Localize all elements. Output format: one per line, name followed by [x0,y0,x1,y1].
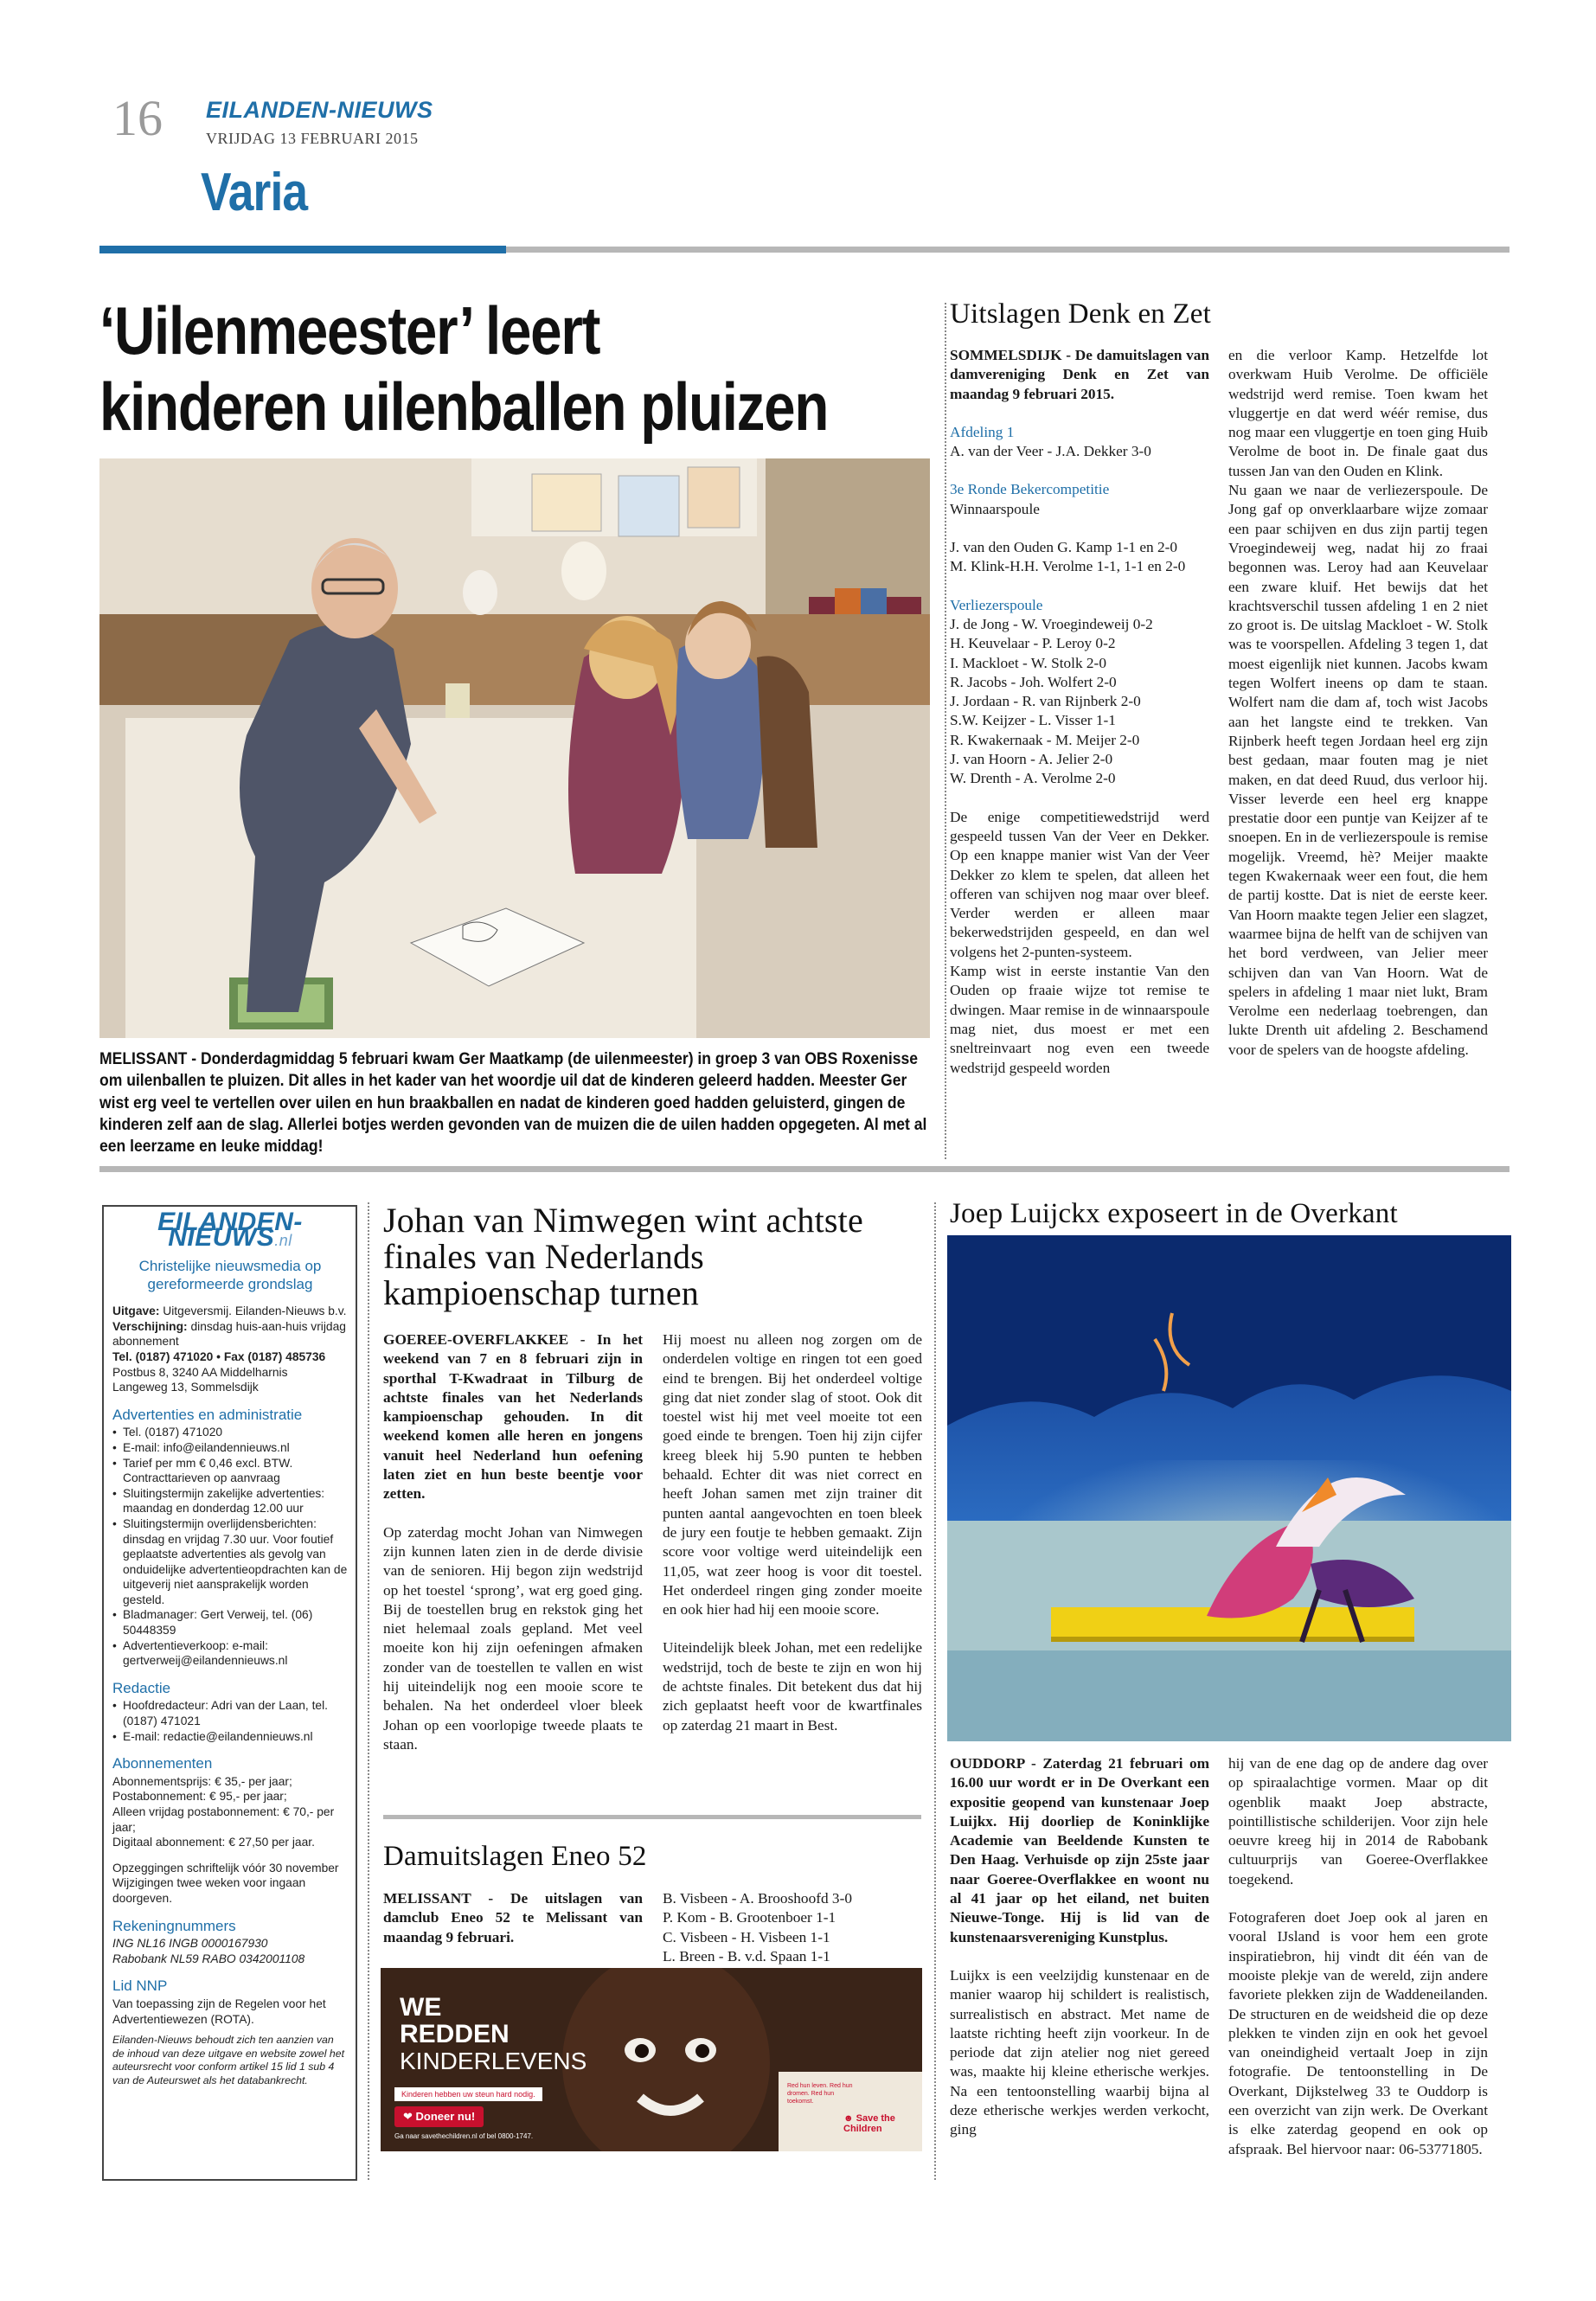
colofon-item: Van toepassing zijn de Regelen voor het Advertentiewezen (ROTA). [112,1997,326,2026]
result-line: M. Klink-H.H. Verolme 1-1, 1-1 en 2-0 [950,558,1186,575]
results-column-2 [1228,346,1488,1060]
main-headline-line-2: kinderen uilenballen pluizen [99,369,829,445]
results-body-paragraph: De enige competitiewedstrijd werd gespeeld tussen Van der Veer en Dekker. Op een knappe manier wist Van der Veer Dekker zo klem te spelen, dat alleen het offeren van schijven nog maar over bleef. Verder werden er alleen maar bekerwedstrijden gespeeld, en dan wel volgens het 2-punten-systeem. [950,808,1209,960]
turnen-paragraph: Uiteindelijk bleek Johan, met een redelijke wedstrijd, toch de beste te zijn en won hij de achtste finales. Dit betekent dus dat hij zich geplaatst heeft voor de kwartfinales op zaterdag 21 maart in Best. [663,1639,922,1734]
result-line: W. Drenth - A. Verolme 2-0 [950,770,1116,787]
result-line: I. Mackloet - W. Stolk 2-0 [950,654,1106,671]
section-title: Varia [201,163,308,222]
joep-paragraph: hij van de ene dag op de andere dag over op spiraalachtige vormen. Maar op dit ogenblik maakt Joep abstracte, pointillistische schilderijen. Voor zijn hele oeuvre kreeg hij in 2014 de Rabobank cultuurprijs van Goeree-Overflakkee toegekend. [1228,1755,1488,1888]
result-line: J. van Hoorn - A. Jelier 2-0 [950,751,1113,768]
turnen-lead: GOEREE-OVERFLAKKEE - In het weekend van 7 en 8 februari zijn in sporthal T-Kwadraat in Tilburg de achtste finales van het Nederlands kampioenschap gehouden. In dit weekend komen alle heren en jongens vanuit heel Nederland hun oefening laten ziet en hun beste beentje voor zetten. [383,1331,643,1503]
page-number: 16 [112,90,163,146]
subhead-afdeling-1: Afdeling 1 [950,423,1015,440]
result-line: H. Keuvelaar - P. Leroy 0-2 [950,635,1116,652]
column-separator [368,1202,369,2180]
date-line: VRIJDAG 13 FEBRUARI 2015 [206,130,419,147]
ad-small-print: Ga naar savethechildren.nl of bel 0800-1747. [394,2132,534,2140]
colofon-email-link[interactable]: • E-mail: redactie@eilandennieuws.nl [112,1729,348,1745]
column-separator [945,303,946,1159]
joep-column-1 [950,1754,1209,2140]
colofon-item: • Tarief per mm € 0,46 excl. BTW. Contracttarieven op aanvraag [112,1456,348,1486]
donate-button[interactable]: ❤ Doneer nu! [394,2106,484,2127]
result-line: R. Jacobs - Joh. Wolfert 2-0 [950,673,1117,690]
ad-headline: WE REDDEN KINDERLEVENS [400,1993,587,2074]
turnen-paragraph: Op zaterdag mocht Johan van Nimwegen zijn kunnen laten zien in de derde divisie van de senioren. Hij begon zijn wedstrijd op het toestel ‘sprong’, wat erg goed ging. Bij de toestellen brug en rekstok ging het niet helemaal zoals gepland. Met veel moeite kon hij zijn oefeningen afmaken zonder van de toestellen te vallen en wist hij uiteindelijk nog een mooie score te behalen. Na het onderdeel vloer bleek Johan op een voorlopige tweede plaats te staan. [383,1523,643,1753]
colofon-verschijning: Verschijning: dinsdag huis-aan-huis vrijdag abonnement [112,1319,346,1349]
colofon-phone: Tel. (0187) 471020 • Fax (0187) 485736 [112,1349,326,1363]
colofon-item: Opzeggingen schriftelijk vóór 30 november Wijzigingen twee weken voor ingaan doorgeven. [112,1861,339,1905]
colofon-item: • Sluitingstermijn zakelijke advertenties: maandag en donderdag 12.00 uur [112,1486,348,1516]
colofon-email-link[interactable]: • Advertentieverkoop: e-mail: gertverweij@eilandennieuws.nl [112,1638,348,1669]
save-the-children-logo: ☻ Save the Children [843,2113,895,2134]
result-line: B. Visbeen - A. Brooshoofd 3-0 [663,1890,852,1907]
turnen-column-1 [383,1330,643,1754]
subhead-bekercompetitie: 3e Ronde Bekercompetitie [950,481,1110,498]
result-line: A. van der Veer - J.A. Dekker 3-0 [950,443,1151,460]
colofon-uitgave: Uitgave: Uitgeversmij. Eilanden-Nieuws b.v. [112,1304,347,1318]
joep-paragraph: Fotograferen doet Joep ook al jaren en vooral IJsland is voor hem een grote inspiratiebron, hij vindt dit één van de mooiste plekje van de wereld, zijn andere favoriete plekken zijn de Waddeneilanden. De structuren en de weidsheid die op deze plekken te vinden zijn en ook het gevoel van oneindigheid vertaalt Joep in zijn fotografie. De tentoonstelling in De Overkant, Dijkstelweg 33 te Ouddorp is een overzicht van zijn werk. De Overkant is elke zaterdag geopend en ook op afspraak. Bel hiervoor naar: 06-53771805. [1228,1909,1488,2157]
result-line: R. Kwakernaak - M. Meijer 2-0 [950,731,1140,748]
abstract-painting [947,1235,1511,1741]
results-headline: Uitslagen Denk en Zet [950,298,1212,330]
results-body-paragraph: Nu gaan we naar de verliezerspoule. De Jong gaf op onverklaarbare wijze zomaar een paar schijven en dus zijn partij tegen Vroegindeweij weg, nadat hij zo fraai begonnen was. Leroy had aan Keuvelaar een zware kluif. Het bewijs dat het krachtsverschil tussen afdeling 1 en 2 niet zo groot is. De uitslag Mackloet - W. Stolk was te voorspellen. Afdeling 3 tegen 1, dat moest eigenlijk niet kunnen. Jacobs kwam tegen Wolfert ineens op dam te staan. Wolfert nam die dam af, toch wist Jacobs aan het langste eind te trekken. Van Rijnberk heeft tegen Jordaan heel erg zijn best gedaan, maar fouten mag je niet maken, en dat deed Ruud, dus verloor hij. Visser leverde een heel erg knappe prestatie door een puntje van Keijzer af te snoepen. En in de verliezerspoule is remise mogelijk. Vreemd, hè? Meijer maakte tegen Kwakernaak weer een fout, die hem de partij kostte. Dat is niet de eerste keer. Van Hoorn maakte tegen Jelier een slagzet, waarmee bijna de helft van de schijven van het bord verdween, van Jelier meer schijven dan van Van Hoorn. Wat de spelers in afdeling 1 maar niet lukt, Bram Verolme een nederlaag toebrengen, dan lukte Drenth uit afdeling 2. Beschamend voor de spelers van de hoogste afdeling. [1228,482,1488,1058]
section-rule [506,247,1509,253]
section-rule-accent [99,246,506,253]
colofon-heading-rekeningnummers: Rekeningnummers [112,1917,236,1934]
result-line: J. de Jong - W. Vroegindeweij 0-2 [950,615,1153,632]
eneo-lead: MELISSANT - De uitslagen van damclub Eneo 52 te Melissant van maandag 9 februari. [383,1890,643,1945]
main-headline-line-1: ‘Uilenmeester’ leert [99,292,600,369]
results-lead: SOMMELSDIJK - De damuitslagen van damvereniging Denk en Zet van maandag 9 februari 2015. [950,347,1209,402]
eneo-headline: Damuitslagen Eneo 52 [383,1841,647,1872]
masthead-logo: EILANDEN-NIEUWS [206,97,433,123]
colofon-item: • Bladmanager: Gert Verweij, tel. (06) 50448359 [112,1607,348,1638]
colofon [112,1208,348,2087]
colofon-item: Alleen vrijdag postabonnement: € 70,- per jaar; [112,1805,335,1834]
joep-headline: Joep Luijckx exposeert in de Overkant [950,1198,1398,1229]
colofon-tagline: Christelijke nieuwsmedia op gereformeerde grondslag [138,1258,322,1293]
colofon-heading-abonnementen: Abonnementen [112,1755,213,1772]
ad-strip: Kinderen hebben uw steun hard nodig. [394,2087,542,2101]
subhead-verliezerspoule: Verliezerspoule [950,596,1043,613]
colofon-address: Langeweg 13, Sommelsdijk [112,1381,259,1394]
results-body-paragraph: Kamp wist in eerste instantie Van den Ouden op fraaie wijze tot remise te dwingen. Maar remise in de winnaarspoule mag niet, dus moest er met een sneltreinvaart nog even een tweede wedstrijd gespeeld worden [950,963,1209,1076]
turnen-column-2 [663,1330,922,1735]
colofon-heading-nnp: Lid NNP [112,1977,168,1995]
colofon-item: • Sluitingstermijn overlijdensberichten: dinsdag en vrijdag 7.30 uur. Voor foutief geplaatste advertenties als gevolg van onduidelijke advertentieopdrachten kan de uitgeverij niet aansprakelijk worden gesteld. [112,1516,348,1608]
result-line: J. van den Ouden G. Kamp 1-1 en 2-0 [950,539,1177,556]
ad-slogan: Red hun leven. Red hun dromen. Red hun toekomst. [787,2083,853,2105]
column-separator [934,1202,936,2180]
colofon-item: ING NL16 INGB 0000167930 [112,1937,268,1951]
joep-paragraph: Luijkx is een veelzijdig kunstenaar en de manier waarop hij schildert is realistisch, surrealistisch en abstract. Met name de laatste richting heeft zijn voorkeur. In de periode dat zijn atelier nog niet gereed was, maakte hij kleine etherische werkjes. Na een tentoonstelling waarbij bijna al deze etherische werkjes werden verkocht, ging [950,1966,1209,2138]
results-body-paragraph: en die verloor Kamp. Hetzelfde lot overkwam Huib Verolme. De officiële wedstrijd werd remise. Toen kwam het vluggertje en dat werd wéér remise, dus nog maar een vluggertje en toen ging Huib Verolme de boot in. De finale gaat dus tussen Jan van den Ouden en Klink. [1228,347,1488,479]
colofon-item: Digitaal abonnement: € 27,50 per jaar. [112,1836,315,1849]
colofon-item: • Hoofdredacteur: Adri van der Laan, tel. (0187) 471021 [112,1698,348,1728]
joep-lead: OUDDORP - Zaterdag 21 februari om 16.00 uur wordt er in De Overkant een expositie geopend van kunstenaar Joep Luijkx. Hij doorliep de Koninklijke Academie van Beeldende Kunsten te Den Haag. Verhuisde op zijn 25ste jaar naar Goeree-Overflakkee en woont nu al 41 jaar op het eiland, net buiten Nieuwe-Tonge. Hij is lid van de kunstenaarsvereniging Kunstplus. [950,1755,1209,1945]
colofon-email-link[interactable]: • E-mail: info@eilandennieuws.nl [112,1440,348,1456]
stc-icon: ☻ [843,2113,854,2124]
save-the-children-ad[interactable] [381,1968,922,2151]
colofon-heading-advertenties: Advertenties en administratie [112,1406,303,1423]
photo-caption: MELISSANT - Donderdagmiddag 5 februari kwam Ger Maatkamp (de uilenmeester) in groep 3 van OBS Roxenisse om uilenballen te pluizen. Dit alles in het kader van het woordje uil dat de kinderen geleerd hadden. Meester Ger wist erg veel te vertellen over uilen en hun braakballen en nadat de kinderen goed hadden geluisterd, gingen de kinderen zelf aan de slag. Allerlei botjes werden gevonden van de muizen die de uilen hadden opgegeten. Al met al een leerzame en leuke middag! [99,1049,927,1157]
painting-image [947,1235,1511,1741]
colofon-item: Abonnementsprijs: € 35,- per jaar; [112,1774,292,1788]
result-line: L. Breen - B. v.d. Spaan 1-1 [663,1947,830,1965]
result-line: J. Jordaan - R. van Rijnberk 2-0 [950,693,1141,710]
turnen-paragraph: Hij moest nu alleen nog zorgen om de onderdelen voltige en ringen tot een goed eind te brengen. Bij het onderdeel voltige ging dat niet zonder slag of stoot. Ook dit toestel wist hij met veel moeite tot een goed einde te brengen. Toen hij zijn cijfer kreeg bleek hij 5.90 punten te hebben behaald. Echter dit was niet correct en heeft Johan samen met zijn trainer dit punten aantal aangevochten en toen bleek de jury een foutje te hebben gemaakt. Zijn score voor voltige werd uiteindelijk een 11,05, wat zeer hoog is voor dit toestel. Het onderdeel ringen ging zonder moeite en ook hier had hij een mooie score. [663,1331,922,1618]
joep-column-2 [1228,1754,1488,2159]
main-headline [99,292,829,445]
colofon-item: • Tel. (0187) 471020 [112,1425,348,1440]
turnen-headline: Johan van Nimwegen wint achtste finales van Nederlands kampioenschap turnen [383,1201,863,1312]
classroom-photo [99,458,930,1038]
result-line: C. Visbeen - H. Visbeen 1-1 [663,1928,830,1945]
colofon-item: Postabonnement: € 95,- per jaar; [112,1790,287,1804]
heart-icon: ❤ [403,2110,413,2123]
colofon-item: Rabobank NL59 RABO 0342001108 [112,1952,305,1965]
results-column-1 [950,346,1209,1078]
colofon-postbus: Postbus 8, 3240 AA Middelharnis [112,1365,288,1379]
section-divider [99,1166,1509,1172]
result-line: S.W. Keijzer - L. Visser 1-1 [950,712,1116,729]
subhead-winnaarspoule: Winnaarspoule [950,500,1040,517]
result-line: P. Kom - B. Grootenboer 1-1 [663,1909,836,1926]
article-divider [383,1815,921,1819]
colofon-logo: EILANDEN-NIEUWS.nl [157,1208,303,1252]
colofon-heading-redactie: Redactie [112,1679,171,1696]
classroom-illustration [99,458,930,1038]
colofon-disclaimer: Eilanden-Nieuws behoudt zich ten aanzien van de inhoud van deze uitgave en website zowel het auteursrecht voor conform artikel 15 lid 1 sub 4 van de Auteurswet als het databankrecht. [112,2034,344,2086]
